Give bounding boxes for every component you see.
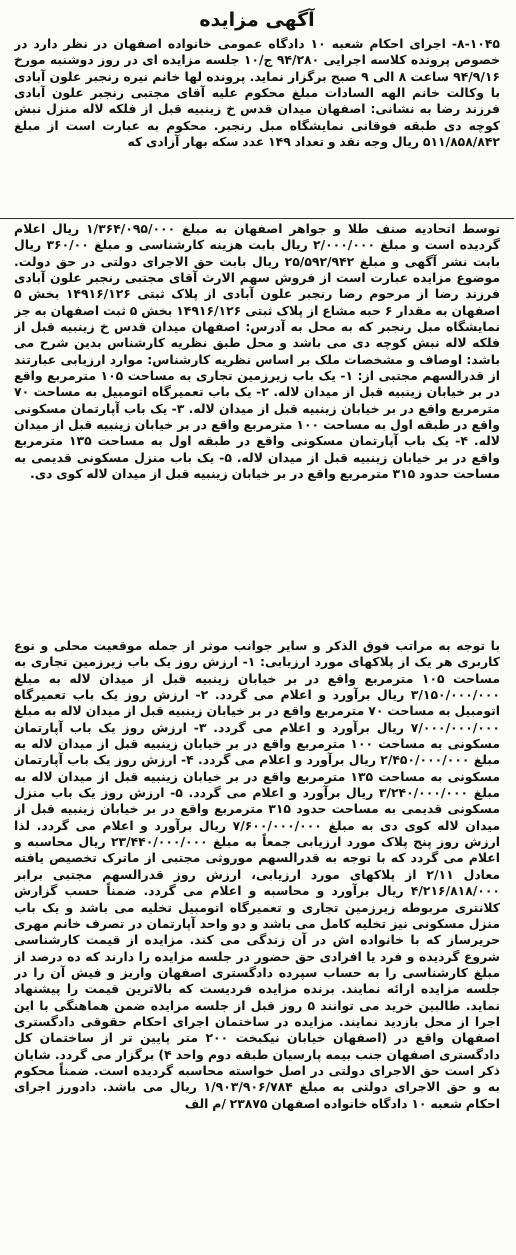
section-divider [0, 218, 514, 219]
notice-paragraph-3: با توجه به مراتب فوق الذکر و سایر جوانب موثر از جمله موقعیت محلی و نوع کاربری هر یک از پلاکهای مورد ارزیابی: ۱- ارزش روز یک باب زیرزمین تجاری به مساحت ۱۰۵ مترمربع واقع در بر خیابان زینبیه قبل از میدان لاله به مبلغ ۳/۱۵۰/۰۰۰/۰۰۰ ریال برآورد و اعلام می گردد. ۲- ارزش روز یک باب تعمیرگاه اتومبیل به مساحت ۷۰ مترمربع واقع در بر خیابان زینبیه قبل از میدان لاله به مبلغ ۷/۰۰۰/۰۰۰/۰۰۰ ریال برآورد و اعلام می گردد. ۳- ارزش روز یک باب آپارتمان مسکونی به مساحت ۱۰۰ مترمربع واقع در بر خیابان زینبیه قبل از میدان لاله به مبلغ ۲/۴۵۰/۰۰۰/۰۰۰ ریال برآورد و اعلام می گردد. ۴- ارزش روز یک باب آپارتمان مسکونی به مساحت ۱۳۵ مترمربع واقع در بر خیابان زینبیه قبل از میدان لاله به مبلغ ۳/۲۴۰/۰۰۰/۰۰۰ ریال برآورد و اعلام می گردد. ۵- ارزش روز یک باب منزل مسکونی قدیمی به مساحت حدود ۳۱۵ مترمربع واقع در بر خیابان زینبیه قبل از میدان لاله کوی دی به مبلغ ۷/۶۰۰/۰۰۰/۰۰۰ ریال برآورد و اعلام می گردد. لذا ارزش روز پنج پلاک مورد ارزیابی جمعاً به مبلغ ۲۳/۴۴۰/۰۰۰/۰۰۰ ریال محاسبه و اعلام می گردد که با توجه به قدرالسهم موروثی مجتبی از ماترک تخصیص یافته معادل ۲/۱۱ از پلاکهای مورد ارزیابی، ارزش روز قدرالسهم مجتبی برابر ۴/۲۱۶/۸۱۸/۰۰۰ ریال برآورد و محاسبه و اعلام می گردد. ضمناً حسب گزارش کلانتری مربوطه زیرزمین تجاری و تعمیرگاه اتومبیل تخلیه می باشد و یک باب منزل مسکونی نیز تخلیه کامل می باشد و دو واحد آپارتمان در تصرف خانم مهری حریرساز که با خانواده اش در آن زندگی می کند. مزایده از قیمت کارشناسی شروع گردیده و فرد یا افرادی حق حضور در جلسه مزایده را دارند که ده درصد از مبلغ کارشناسی را به حساب سپرده دادگستری اصفهان واریز و فیش آن را در جلسه مزایده ارائه نمایند. برنده مزایده فردیست که بالاترین قیمت را پیشنهاد نماید. طالبین خرید می توانند ۵ روز قبل از جلسه مزایده ضمن هماهنگی با این اجرا از محل بازدید نمایند. مزایده در ساختمان اجرای احکام حقوقی دادگستری اصفهان واقع در (اصفهان خیابان نیکبخت ۲۰۰ متر پایین تر از ساختمان کل دادگستری اصفهان جنب بیمه پارسیان طبقه دوم واحد ۴) برگزار می گردد. شایان ذکر است حق الاجرای دولتی در اصل خواسته محاسبه گردیده است. ضمناً محکوم به و حق الاجرای دولتی به مبلغ ۱/۹۰۳/۹۰۶/۷۸۴ ریال می باشد. دادورز اجرای احکام شعبه ۱۰ دادگاه خانواده اصفهان ۲۳۸۷۵ /م الف [14, 638, 500, 1111]
notice-paragraph-1: ۸-۱۰۴۵- اجرای احکام شعبه ۱۰ دادگاه عمومی خانواده اصفهان در نظر دارد در خصوص پرونده کلاسه اجرایی ۹۴/۲۸۰ ج/۱۰ جلسه مزایده ای در روز دوشنبه مورخ ۹۴/۹/۱۶ ساعت ۸ الی ۹ صبح برگزار نماید. پرونده لها خانم نیره رنجبر علون آبادی با وکالت خانم الهه السادات مبلغ محکوم علیه آقای مجتبی رنجبر علون آبادی فرزند رضا به نشانی: اصفهان میدان قدس خ زینبیه قبل از فلکه لاله منزل نبش کوچه دی طبقه فوقانی نمایشگاه مبل رنجبر. محکوم به عبارت است از مبلغ ۵۱۱/۸۵۸/۸۴۲ ریال وجه نقد و تعداد ۱۴۹ عدد سکه بهار آزادی که [14, 36, 500, 150]
notice-paragraph-2: توسط اتحادیه صنف طلا و جواهر اصفهان به مبلغ ۱/۳۶۴/۰۹۵/۰۰۰ ریال اعلام گردیده است و مبلغ ۲/۰۰۰/۰۰۰ ریال بابت هزینه کارشناسی و مبلغ ۳۶۰/۰۰ ریال بابت نشر آگهی و مبلغ ۲۵/۵۹۲/۹۴۲ ریال بابت حق الاجرای دولتی در حق دولت. موضوع مزایده عبارت است از فروش سهم الارث آقای مجتبی رنجبر علون آبادی فرزند رضا از مرحوم رضا رنجبر علون آبادی از پلاک ثبتی ۱۴۹۱۶/۱۲۶ بخش ۵ اصفهان به مقدار ۶ حبه مشاع از پلاک ثبتی ۱۴۹۱۶/۱۲۶ بخش ۵ ثبت اصفهان به جز نمایشگاه مبل رنجبر که به محل به آدرس: اصفهان میدان قدس خ زینبیه قبل از فلکه لاله نبش کوچه دی می باشد و محل طبق نظریه کارشناس بدین شرح می باشد: اوصاف و مشخصات ملک بر اساس نظریه کارشناس: موارد ارزیابی عبارتند از قدرالسهم مجتبی از: ۱- یک باب زیرزمین تجاری به مساحت ۱۰۵ مترمربع واقع در بر خیابان زینبیه قبل از میدان لاله. ۲- یک باب تعمیرگاه اتومبیل به مساحت ۷۰ مترمربع واقع در بر خیابان زینبیه قبل از میدان لاله. ۳- یک باب آپارتمان مسکونی واقع در طبقه اول به مساحت ۱۰۰ مترمربع واقع در بر خیابان زینبیه قبل از میدان لاله. ۴- یک باب آپارتمان مسکونی واقع در طبقه اول به مساحت ۱۳۵ مترمربع واقع در بر خیابان زینبیه قبل از میدان لاله. ۵- یک باب منزل مسکونی قدیمی به مساحت حدود ۳۱۵ مترمربع واقع در بر خیابان زینبیه قبل از میدان لاله کوی دی. [14, 221, 500, 482]
notice-title: آگهی مزایده [199, 9, 315, 31]
